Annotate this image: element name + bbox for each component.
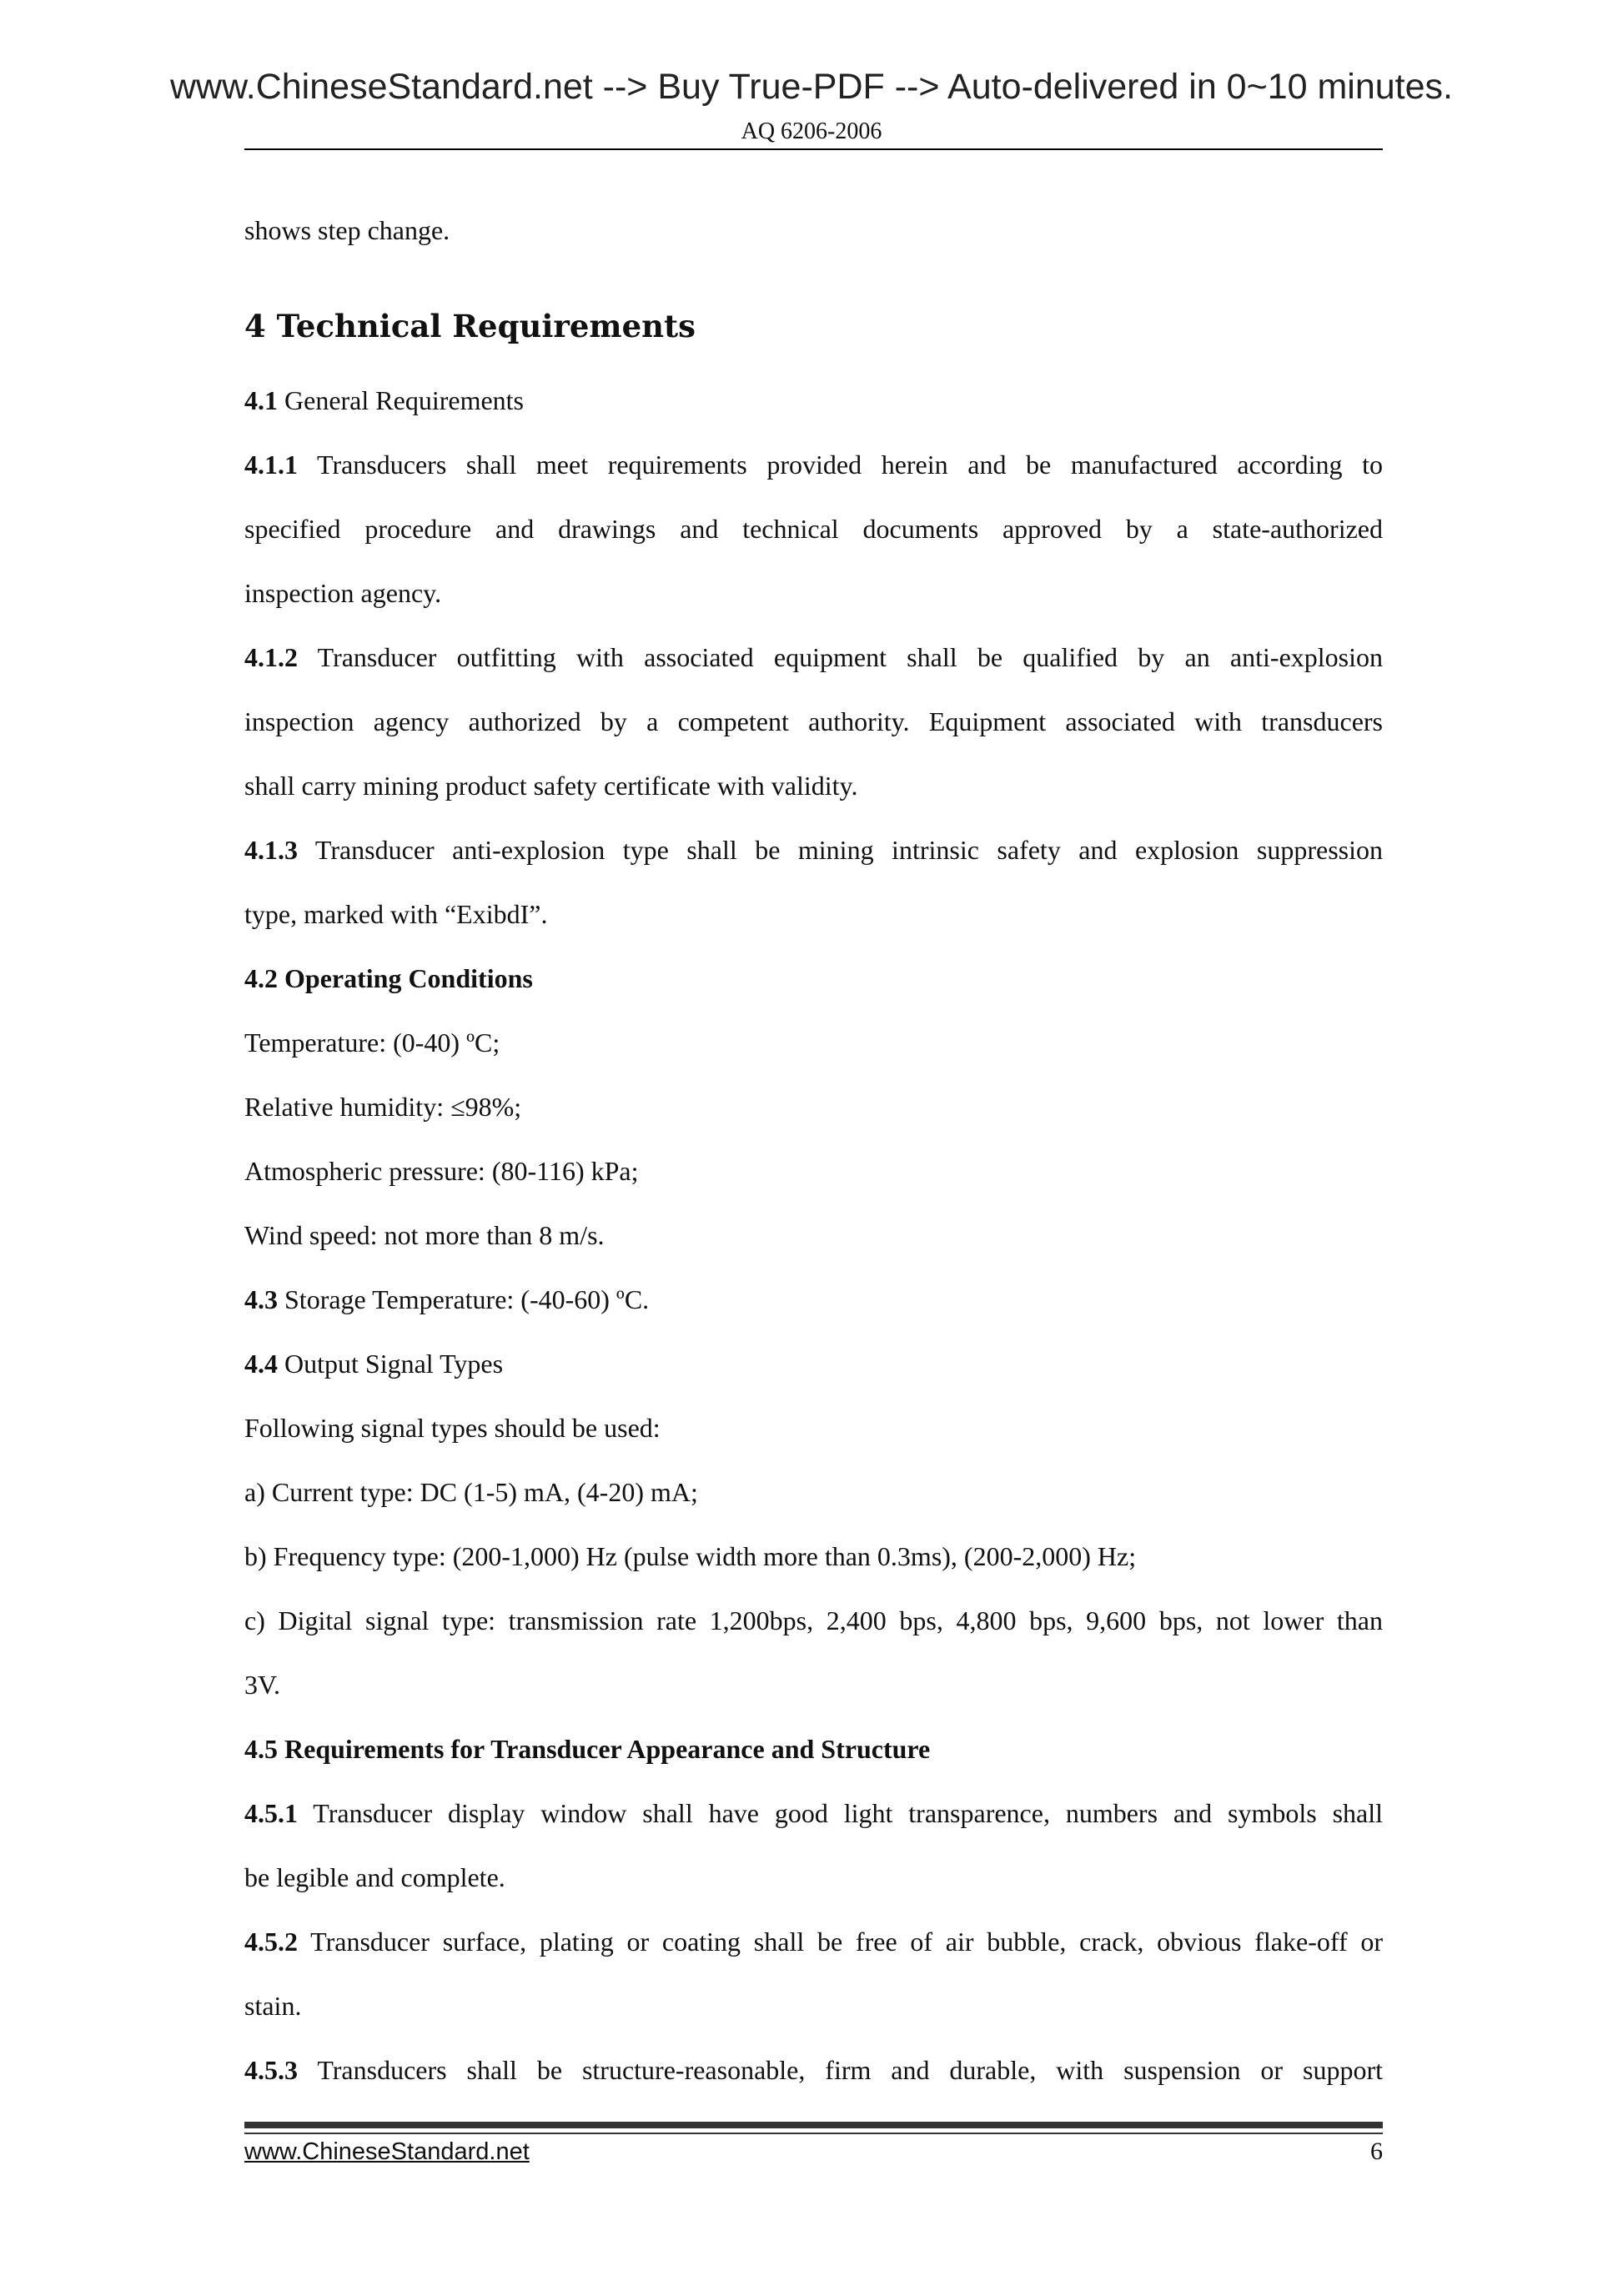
footer-rule-thin [244, 2133, 1383, 2134]
clause-number: 4.1.2 [244, 642, 298, 672]
clause-text: Transducer outfitting with associated equipment shall be qualified by an anti-explosion [298, 642, 1383, 672]
clause-4-5-2-line-1 [244, 1923, 1383, 1960]
page-number: 6 [1370, 2138, 1383, 2165]
clause-title: Output Signal Types [278, 1349, 504, 1379]
clause-number: 4.1.3 [244, 835, 298, 865]
clause-text: Transducer surface, plating or coating shall be free of air bubble, crack, obvious flake-off or [298, 1927, 1383, 1957]
footer-rule-thick [244, 2122, 1383, 2128]
clause-title: 4.2 Operating Conditions [244, 963, 533, 993]
clause-number: 4.3 [244, 1284, 278, 1314]
section-heading-4: 4 Technical Requirements [244, 308, 696, 344]
clause-4-5-1-line-2: be legible and complete. [244, 1862, 505, 1892]
header-banner: www.ChineseStandard.net --> Buy True-PDF --> Auto-delivered in 0~10 minutes. [169, 67, 1453, 107]
clause-text: Transducers shall meet requirements provided herein and be manufactured according to [298, 450, 1383, 480]
clause-4-5-3-line-1 [244, 2052, 1383, 2088]
clause-text: Transducers shall be structure-reasonable, firm and durable, with suspension or support [298, 2055, 1383, 2085]
footer-website-link[interactable]: www.ChineseStandard.net [244, 2138, 530, 2165]
clause-4-5-1-line-1 [244, 1795, 1383, 1831]
condition-wind-speed: Wind speed: not more than 8 m/s. [244, 1220, 605, 1250]
clause-4-1-3-line-2: type, marked with “ExibdI”. [244, 899, 548, 929]
doc-number: AQ 6206-2006 [741, 118, 882, 144]
clause-4-1-2-line-2: inspection agency authorized by a competent authority. Equipment associated with transducers [244, 706, 1383, 736]
clause-number: 4.5.3 [244, 2055, 298, 2085]
clause-number: 4.5.2 [244, 1927, 298, 1957]
signal-intro: Following signal types should be used: [244, 1413, 661, 1443]
clause-number: 4.1 [244, 385, 278, 415]
signal-digital-line-2: 3V. [244, 1670, 280, 1700]
clause-text: Transducer display window shall have good light transparence, numbers and symbols shall [298, 1798, 1383, 1828]
clause-4-1-1-line-3: inspection agency. [244, 578, 442, 608]
condition-humidity: Relative humidity: ≤98%; [244, 1092, 522, 1122]
signal-current: a) Current type: DC (1-5) mA, (4-20) mA; [244, 1477, 698, 1507]
clause-number: 4.1.1 [244, 450, 298, 480]
clause-4-1-2-line-3: shall carry mining product safety certificate with validity. [244, 771, 858, 801]
condition-temperature: Temperature: (0-40) ºC; [244, 1027, 500, 1058]
clause-4-5-2-line-2: stain. [244, 1991, 302, 2021]
clause-title: General Requirements [278, 385, 524, 415]
clause-text: Transducer anti-explosion type shall be mining intrinsic safety and explosion suppression [298, 835, 1383, 865]
clause-4-1-2-line-1 [244, 639, 1383, 676]
clause-number: 4.4 [244, 1349, 278, 1379]
condition-pressure: Atmospheric pressure: (80-116) kPa; [244, 1156, 639, 1186]
clause-4-4 [244, 1345, 1383, 1382]
clause-title: 4.5 Requirements for Transducer Appearance and Structure [244, 1734, 931, 1764]
clause-text: Storage Temperature: (-40-60) ºC. [278, 1284, 650, 1314]
clause-4-1-3-line-1 [244, 831, 1383, 868]
clause-4-2 [244, 960, 1383, 997]
clause-4-1-1-line-1 [244, 446, 1383, 483]
signal-digital-line-1: c) Digital signal type: transmission rate 1,200bps, 2,400 bps, 4,800 bps, 9,600 bps, not lower than [244, 1605, 1383, 1635]
clause-4-5 [244, 1731, 1383, 1767]
signal-frequency: b) Frequency type: (200-1,000) Hz (pulse width more than 0.3ms), (200-2,000) Hz; [244, 1541, 1137, 1571]
text-line: shows step change. [244, 215, 450, 245]
clause-number: 4.5.1 [244, 1798, 298, 1828]
clause-4-1-1-line-2: specified procedure and drawings and technical documents approved by a state-authorized [244, 514, 1383, 544]
clause-4-1 [244, 382, 1383, 419]
clause-4-3 [244, 1281, 1383, 1318]
header-rule [244, 148, 1383, 150]
